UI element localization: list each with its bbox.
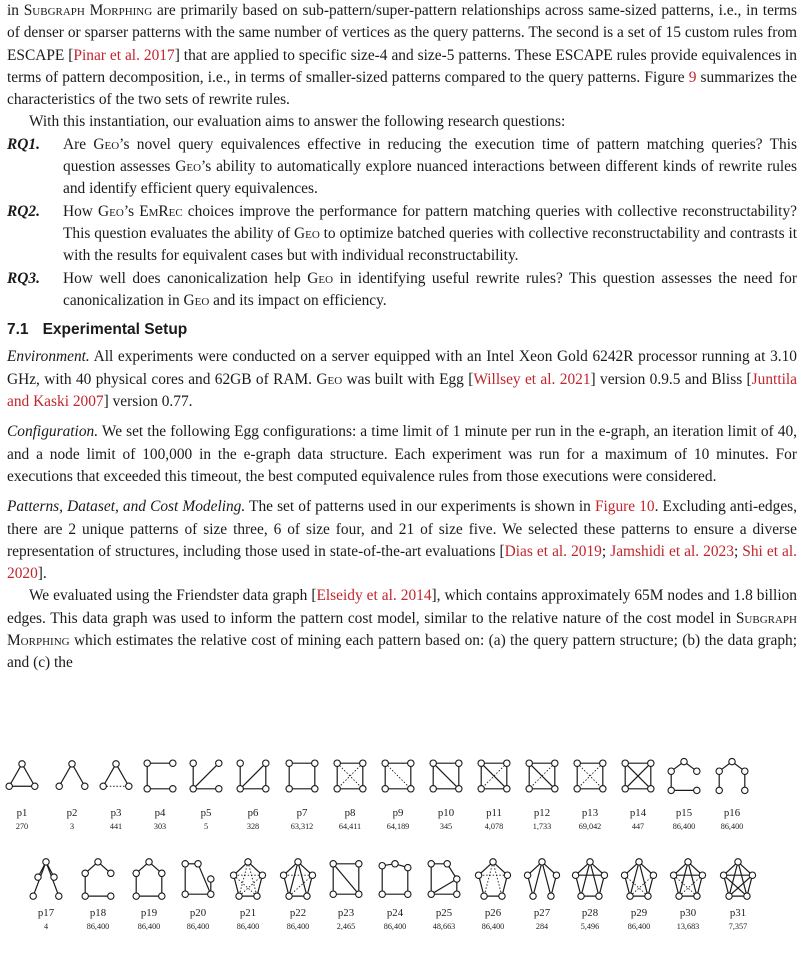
pattern-vertex [572,872,578,878]
pattern-label: p30 [679,907,697,919]
pattern-edge [738,862,747,896]
pattern-label: p20 [189,907,207,919]
pattern-vertex [499,893,505,899]
pattern-p14 [622,760,654,831]
pattern-vertex [504,872,510,878]
pattern-vertex [720,872,726,878]
pattern-edge [239,862,248,896]
pattern-figure-svg [0,756,805,970]
pattern-edge [116,764,129,786]
pattern-vertex [190,760,196,766]
pattern-count: 86,400 [186,922,210,931]
pattern-edge [688,862,697,896]
pattern-label: p23 [337,907,355,919]
system-name: Subgraph Morphing [23,2,153,19]
rq-label: RQ1. [7,135,40,153]
intro-paragraph: in Subgraph Morphing are primarily based on sub-pattern/super-pattern relationships across same-sized patterns, i.e., in terms of denser or sparser patterns with the same number of vertices as the query patterns. The second is a set of 15 custom rules from ESCAPE [Pinar et al. 2017] that are applied to specific size-4 and size-5 patterns. These ESCAPE rules provide equivalences in terms of pattern decomposition, i.e., in terms of smaller-sized patterns compared to the query patterns. Figure 9 summarizes the characteristics of the two sets of rewrite rules. [7,2,797,109]
pattern-count: 86,400 [286,922,310,931]
pattern-vertex [330,861,336,867]
pattern-vertex [444,861,450,867]
pattern-p16 [716,758,748,831]
pattern-vertex [574,786,580,792]
pattern-vertex [428,891,434,897]
pattern-edge [630,862,639,896]
pattern-count: 328 [246,822,260,831]
pattern-label: p5 [200,807,212,819]
pattern-vertex [360,786,366,792]
pattern-p27 [524,859,559,931]
pattern-vertex [245,859,251,865]
pattern-vertex [456,786,462,792]
pattern-p13 [574,760,606,831]
pattern-vertex [539,859,545,865]
pattern-vertex [428,861,434,867]
pattern-vertex [144,760,150,766]
pattern-vertex [100,783,106,789]
pattern-label: p22 [289,907,307,919]
pattern-p20 [182,861,214,931]
pattern-vertex [170,760,176,766]
pattern-vertex [304,893,310,899]
pattern-edge [581,862,590,896]
research-question-2: RQ2. How Geo’s EmRec choices improve the performance for pattern matching queries with collective reconstructability? This question evaluates the ability of Geo to optimize batched queries with collective reconstructability and contrasts it with the results for equivalent cases but with individual reconstructability. [7,202,797,265]
pattern-label: p9 [392,807,404,819]
pattern-vertex [392,861,398,867]
rq-intro-paragraph: With this instantiation, our evaluation aims to answer the following research questions: [29,113,566,131]
pattern-vertex [51,874,57,880]
environment-paragraph: Environment. All experiments were conducted on a server equipped with an Intel Xeon Gold 6242R processor running at 3.10 GHz, with 40 physical cores and 62GB of RAM. Geo was built with Egg [Willsey et al. 2021] version 0.9.5 and Bliss [Junttila and Kaski 2007] version 0.77. [7,348,797,411]
pattern-vertex [526,760,532,766]
section-heading [7,319,797,341]
pattern-label: p17 [37,907,55,919]
pattern-vertex [208,891,214,897]
pattern-vertex [208,876,214,882]
pattern-vertex [108,893,114,899]
pattern-label: p21 [239,907,257,919]
pattern-label: p25 [435,907,453,919]
figure-ref-link[interactable]: 9 [688,68,697,86]
pattern-vertex [286,786,292,792]
pattern-vertex [146,859,152,865]
pattern-label: p11 [486,807,502,819]
pattern-count: 48,663 [432,922,456,931]
pattern-p31 [720,859,755,931]
pattern-vertex [622,760,628,766]
pattern-vertex [82,893,88,899]
pattern-vertex [379,863,385,869]
pattern-edge [22,764,35,786]
pattern-count: 64,411 [338,822,362,831]
pattern-vertex [716,787,722,793]
pattern-vertex [216,786,222,792]
pattern-vertex [405,864,411,870]
pattern-label: p14 [629,807,647,819]
pattern-vertex [216,760,222,766]
pattern-label: p15 [675,807,693,819]
pattern-vertex [35,874,41,880]
pattern-edge [484,862,493,896]
pattern-vertex [309,872,315,878]
pattern-count: 1,733 [532,822,552,831]
pattern-vertex [490,859,496,865]
pattern-vertex [627,893,633,899]
pattern-edge [72,764,85,786]
pattern-edge [333,864,359,894]
pattern-vertex [382,760,388,766]
pattern-p3 [100,761,132,831]
pattern-vertex [295,859,301,865]
pattern-vertex [230,872,236,878]
runin-heading: Patterns, Dataset, and Cost Modeling. [7,498,246,516]
pattern-vertex [548,893,554,899]
pattern-vertex [360,760,366,766]
pattern-vertex [430,760,436,766]
pattern-p7 [286,760,318,831]
pattern-vertex [699,872,705,878]
pattern-vertex [408,760,414,766]
pattern-edge [9,764,22,786]
pattern-label: p4 [154,807,166,819]
pattern-vertex [621,872,627,878]
pattern-count: 303 [153,822,167,831]
pattern-vertex [159,893,165,899]
figure-ref-link[interactable]: Figure 10 [594,498,655,516]
pattern-label: p12 [533,807,551,819]
pattern-vertex [126,783,132,789]
patterns-paragraph: Patterns, Dataset, and Cost Modeling. The set of patterns used in our experiments is shown in Figure 10. Excluding anti-edges, there are 2 unique patterns of size three, 6 of size four, and 21 of size five. We selected these patterns to ensure a diverse representation of structures, including those used in state-of-the-art evaluations [Dias et al. 2019; Jamshidi et al. 2023; Shi et al. 2020]. [7,498,798,583]
pattern-vertex [481,893,487,899]
pattern-edge [679,862,688,896]
pattern-count: 2,465 [336,922,356,931]
pattern-vertex [574,760,580,766]
pattern-p28 [572,859,607,931]
pattern-vertex [668,768,674,774]
pattern-vertex [600,786,606,792]
pattern-count: 270 [15,822,29,831]
pattern-vertex [504,760,510,766]
pattern-label: p1 [16,807,28,819]
pattern-vertex [622,786,628,792]
pattern-edge [289,862,298,896]
pattern-vertex [334,786,340,792]
pattern-p26 [475,859,510,931]
pattern-vertex [648,760,654,766]
pattern-vertex [195,861,201,867]
pattern-count: 345 [439,822,453,831]
pattern-vertex [478,760,484,766]
pattern-vertex [676,893,682,899]
pattern-count: 86,400 [86,922,110,931]
pattern-vertex [596,893,602,899]
pattern-figure [0,756,805,970]
pattern-count: 86,400 [383,922,407,931]
pattern-vertex [524,872,530,878]
pattern-vertex [601,872,607,878]
citation-link[interactable]: Elseidy et al. 2014 [316,587,432,605]
pattern-count: 86,400 [672,822,696,831]
pattern-p23 [330,861,362,931]
pattern-edge [193,763,219,789]
pattern-label: p29 [630,907,648,919]
pattern-vertex [405,891,411,897]
pattern-vertex [587,859,593,865]
citation-link[interactable]: Junttila and Kaski 2007 [7,370,797,411]
pattern-vertex [694,893,700,899]
pattern-vertex [742,787,748,793]
pattern-vertex [280,872,286,878]
pattern-vertex [552,786,558,792]
pattern-edge [493,862,502,896]
pattern-vertex [95,859,101,865]
pattern-edge [533,862,542,896]
pattern-edge [385,763,411,789]
pattern-p18 [82,859,114,931]
pattern-edge [431,879,457,894]
rq-label: RQ3. [7,269,40,287]
pattern-label: p16 [723,807,741,819]
pattern-edge [729,862,738,896]
pattern-count: 284 [535,922,549,931]
pattern-vertex [668,787,674,793]
pattern-count: 86,400 [137,922,161,931]
section-number: 7.1 [7,321,29,339]
pattern-vertex [648,786,654,792]
pattern-vertex [650,872,656,878]
pattern-vertex [454,876,460,882]
pattern-vertex [133,893,139,899]
pattern-label: p18 [89,907,107,919]
pattern-vertex [636,859,642,865]
pattern-vertex [56,893,62,899]
pattern-count: 7,357 [728,922,748,931]
citation-link[interactable]: Dias et al. 2019 [504,542,602,560]
pattern-count: 441 [109,822,123,831]
pattern-vertex [729,758,735,764]
pattern-vertex [286,760,292,766]
pattern-count: 63,312 [290,822,314,831]
pattern-p8 [334,760,366,831]
pattern-vertex [694,768,700,774]
pattern-edge [103,764,116,786]
pattern-vertex [32,783,38,789]
configuration-paragraph: Configuration. We set the following Egg configurations: a time limit of 1 minute per run in the e-graph, an iteration limit of 40, and a node limit of 100,000 in the e-graph data structure. Each experiment was run for a maximum of 10 minutes. For executions that exceeded this timeout, the best computed equivalence rules from those executions were considered. [7,423,797,485]
pattern-vertex [69,761,75,767]
pattern-vertex [259,872,265,878]
pattern-count: 69,042 [578,822,602,831]
runin-heading: Environment. [7,348,90,366]
pattern-p22 [280,859,315,931]
runin-heading: Configuration. [7,423,99,441]
pattern-count: 86,400 [481,922,505,931]
pattern-edge [639,862,648,896]
rq-label: RQ2. [7,202,40,220]
pattern-p11 [478,760,510,831]
citation-link[interactable]: Shi et al. 2020 [7,542,798,583]
pattern-edge [590,862,599,896]
pattern-count: 86,400 [236,922,260,931]
pattern-label: p3 [110,807,122,819]
pattern-vertex [553,872,559,878]
pattern-count: 3 [69,822,75,831]
pattern-count: 4 [43,922,49,931]
pattern-vertex [356,891,362,897]
pattern-p4 [144,760,176,831]
pattern-vertex [749,872,755,878]
pattern-count: 4,078 [484,822,504,831]
pattern-vertex [263,760,269,766]
pattern-vertex [681,758,687,764]
research-question-3: RQ3. How well does canonicalization help Geo in identifying useful rewrite rules? This question assesses the need for canonicalization in Geo and its impact on efficiency. [7,269,797,309]
pattern-vertex [236,893,242,899]
evaluation-paragraph: We evaluated using the Friendster data graph [Elseidy et al. 2014], which contains approximately 65M nodes and 1.8 billion edges. This data graph was used to inform the pattern cost model, similar to the relative nature of the cost model in Subgraph Morphing which estimates the relative cost of mining each pattern based on: (a) the query pattern structure; (b) the data graph; and (c) the [7,587,797,672]
citation-link[interactable]: Jamshidi et al. 2023 [610,542,734,560]
pattern-p9 [382,760,414,831]
pattern-vertex [454,891,460,897]
pattern-label: p2 [66,807,78,819]
pattern-vertex [19,761,25,767]
pattern-vertex [108,870,114,876]
pattern-vertex [237,760,243,766]
pattern-vertex [113,761,119,767]
pattern-vertex [30,893,36,899]
pattern-p17 [30,859,62,931]
paper-page [7,0,797,675]
pattern-count: 86,400 [720,822,744,831]
pattern-vertex [133,870,139,876]
pattern-vertex [456,760,462,766]
pattern-label: p28 [581,907,599,919]
pattern-vertex [726,893,732,899]
pattern-vertex [735,859,741,865]
pattern-vertex [190,786,196,792]
pattern-vertex [742,768,748,774]
pattern-vertex [694,787,700,793]
pattern-label: p27 [533,907,551,919]
pattern-edge [59,764,72,786]
pattern-vertex [578,893,584,899]
pattern-label: p7 [296,807,308,819]
pattern-vertex [478,786,484,792]
pattern-label: p13 [581,807,599,819]
pattern-vertex [334,760,340,766]
pattern-count: 64,189 [386,822,410,831]
pattern-edge [240,763,266,789]
research-question-1: RQ1. Are Geo’s novel query equivalences effective in reducing the execution time of pattern matching queries? This question assesses Geo’s ability to automatically explore nuanced interactions between different kinds of rewrite rules and identify efficient query equivalences. [7,135,798,198]
pattern-edge [542,862,551,896]
pattern-label: p24 [386,907,404,919]
pattern-vertex [330,891,336,897]
pattern-label: p8 [344,807,356,819]
pattern-vertex [716,768,722,774]
pattern-vertex [430,786,436,792]
pattern-p5 [190,760,222,831]
pattern-vertex [504,786,510,792]
pattern-vertex [408,786,414,792]
pattern-label: p10 [437,807,455,819]
pattern-p10 [430,760,462,831]
pattern-vertex [475,872,481,878]
pattern-vertex [744,893,750,899]
pattern-label: p31 [729,907,747,919]
pattern-p21 [230,859,265,931]
pattern-count: 5 [203,822,209,831]
pattern-p19 [133,859,165,931]
pattern-vertex [263,786,269,792]
pattern-vertex [159,870,165,876]
pattern-vertex [56,783,62,789]
pattern-p15 [668,758,700,831]
pattern-p24 [379,861,411,931]
pattern-label: p26 [484,907,502,919]
pattern-p6 [237,760,269,831]
pattern-vertex [530,893,536,899]
pattern-edge [298,862,307,896]
pattern-vertex [685,859,691,865]
pattern-vertex [526,786,532,792]
pattern-vertex [312,786,318,792]
pattern-count: 13,683 [676,922,700,931]
pattern-vertex [645,893,651,899]
pattern-count: 86,400 [627,922,651,931]
section-title: Experimental Setup [42,321,188,339]
pattern-vertex [254,893,260,899]
pattern-p2 [56,761,88,831]
pattern-vertex [6,783,12,789]
pattern-label: p19 [140,907,158,919]
pattern-edge [433,763,459,789]
pattern-vertex [379,891,385,897]
pattern-label: p6 [247,807,259,819]
pattern-vertex [144,786,150,792]
pattern-p29 [621,859,656,931]
pattern-vertex [43,859,49,865]
pattern-vertex [600,760,606,766]
pattern-vertex [170,786,176,792]
pattern-vertex [82,783,88,789]
pattern-vertex [237,786,243,792]
pattern-vertex [382,786,388,792]
pattern-vertex [356,861,362,867]
pattern-vertex [312,760,318,766]
pattern-p30 [670,859,705,931]
pattern-vertex [552,760,558,766]
pattern-edge [248,862,257,896]
citation-link[interactable]: Pinar et al. 2017 [73,46,175,64]
pattern-vertex [670,872,676,878]
pattern-count: 447 [631,822,645,831]
pattern-count: 5,496 [580,922,600,931]
pattern-vertex [82,870,88,876]
pattern-p12 [526,760,558,831]
pattern-vertex [286,893,292,899]
pattern-vertex [182,861,188,867]
pattern-vertex [182,891,188,897]
pattern-p1 [6,761,38,831]
pattern-p25 [428,861,460,931]
citation-link[interactable]: Willsey et al. 2021 [473,370,591,388]
